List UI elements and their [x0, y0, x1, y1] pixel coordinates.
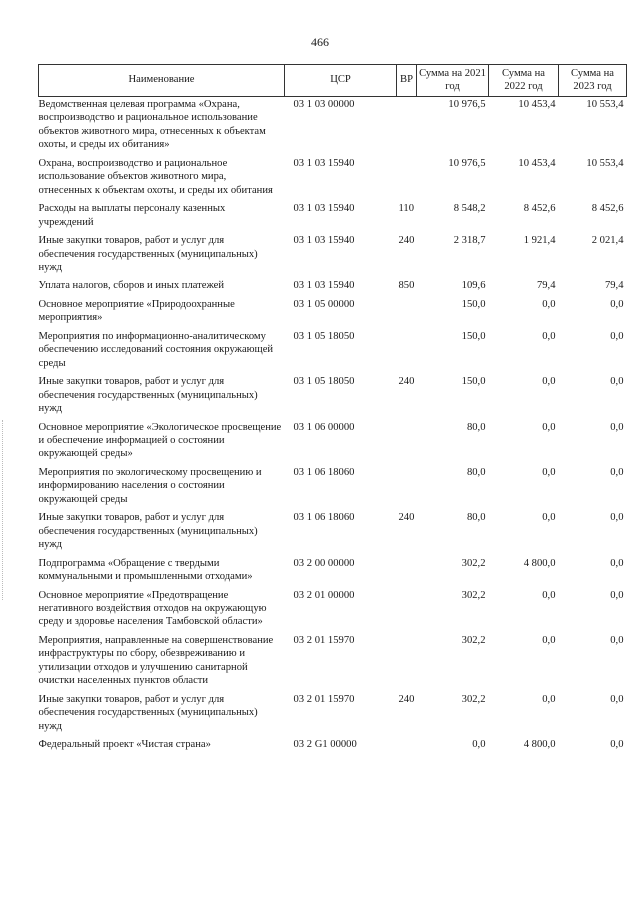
cell-vr: 240: [398, 512, 415, 524]
table-row: [39, 374, 627, 419]
cell-sum-2022: 79,4: [536, 280, 556, 292]
table-body: [39, 97, 627, 756]
cell-sum-2022: 4 800,0: [523, 557, 556, 569]
header-sum-2023: Сумма на 2023 год: [559, 65, 627, 97]
cell-sum-2021: 150,0: [461, 330, 486, 342]
cell-sum-2023: 10 553,4: [586, 157, 624, 169]
cell-sum-2023: 0,0: [610, 330, 624, 342]
cell-sum-2023: 0,0: [610, 739, 624, 751]
header-sum-2021: Сумма на 2021 год: [417, 65, 489, 97]
cell-sum-2023: 0,0: [610, 298, 624, 310]
cell-sum-2022: 4 800,0: [523, 739, 556, 751]
cell-name: Уплата налогов, сборов и иных платежей: [38, 280, 225, 292]
header-sum-2022: Сумма на 2022 год: [489, 65, 559, 97]
cell-csr: 03 1 06 00000: [293, 421, 355, 433]
cell-name: Подпрограмма «Обращение с твердыми коммунальными и промышленными отходами»: [38, 557, 253, 583]
budget-table: [38, 64, 627, 755]
cell-name: Иные закупки товаров, работ и услуг для обеспечения государственных (муниципальных) нужд: [38, 235, 258, 273]
cell-sum-2023: 0,0: [610, 512, 624, 524]
cell-vr: 110: [398, 203, 414, 215]
cell-sum-2023: 0,0: [610, 466, 624, 478]
cell-csr: 03 2 01 00000: [293, 589, 355, 601]
cell-name: Мероприятия по экологическому просвещению и информированию населения о состоянии окружающей среды: [38, 466, 262, 505]
cell-sum-2021: 0,0: [472, 739, 486, 751]
cell-sum-2023: 2 021,4: [591, 235, 624, 247]
cell-sum-2021: 80,0: [466, 421, 486, 433]
cell-sum-2022: 0,0: [542, 298, 556, 310]
cell-sum-2021: 302,2: [461, 693, 486, 705]
cell-sum-2023: 10 553,4: [586, 99, 624, 110]
header-vr: ВР: [397, 65, 417, 97]
cell-name: Расходы на выплаты персоналу казенных учреждений: [38, 203, 226, 228]
cell-sum-2023: 8 452,6: [591, 203, 624, 215]
cell-sum-2021: 80,0: [466, 512, 486, 524]
cell-vr: [397, 420, 417, 465]
cell-vr: 240: [398, 693, 415, 705]
cell-sum-2021: 80,0: [466, 466, 486, 478]
cell-sum-2022: 0,0: [542, 330, 556, 342]
cell-name: Мероприятия по информационно-аналитическому обеспечению исследований состояния окружающей среды: [38, 330, 274, 369]
cell-name: Иные закупки товаров, работ и услуг для обеспечения государственных (муниципальных) нужд: [38, 693, 258, 732]
table-row: [39, 737, 627, 755]
cell-sum-2021: 150,0: [461, 298, 486, 310]
cell-sum-2021: 302,2: [461, 634, 486, 646]
cell-csr: 03 2 01 15970: [293, 634, 355, 646]
cell-csr: 03 1 05 00000: [293, 298, 355, 310]
cell-vr: [397, 329, 417, 374]
cell-name: Ведомственная целевая программа «Охрана, воспроизводство и рациональное использование объектов животного мира, отнесенных к объектам охоты, и среды их обитания»: [38, 99, 266, 151]
cell-sum-2022: 0,0: [542, 512, 556, 524]
cell-sum-2021: 109,6: [461, 280, 486, 292]
cell-sum-2023: 0,0: [610, 557, 624, 569]
table-row: [39, 297, 627, 329]
cell-csr: 03 1 03 00000: [293, 99, 355, 110]
cell-sum-2022: 1 921,4: [523, 235, 556, 247]
cell-vr: 240: [398, 376, 415, 388]
table-row: [39, 633, 627, 692]
cell-csr: 03 1 05 18050: [293, 330, 355, 342]
cell-csr: 03 1 06 18060: [293, 466, 355, 478]
cell-sum-2021: 10 976,5: [448, 99, 486, 110]
cell-name: Федеральный проект «Чистая страна»: [38, 739, 211, 751]
cell-csr: 03 1 03 15940: [293, 235, 355, 247]
cell-name: Иные закупки товаров, работ и услуг для обеспечения государственных (муниципальных) нужд: [38, 376, 258, 415]
cell-name: Мероприятия, направленные на совершенствование инфраструктуры по сбору, обезвреживанию и утилизации отходов и улучшению санитарной очистки населенных пунктов области: [38, 634, 274, 687]
cell-vr: [397, 465, 417, 510]
cell-vr: [397, 556, 417, 588]
cell-sum-2022: 10 453,4: [518, 99, 556, 110]
cell-vr: 850: [398, 280, 415, 292]
cell-name: Основное мероприятие «Природоохранные мероприятия»: [38, 298, 235, 324]
header-csr: ЦСР: [285, 65, 397, 97]
table-row: [39, 329, 627, 374]
cell-sum-2021: 8 548,2: [453, 203, 486, 215]
table-row: [39, 510, 627, 555]
cell-vr: [397, 297, 417, 329]
cell-sum-2021: 302,2: [461, 589, 486, 601]
cell-name: Основное мероприятие «Предотвращение негативного воздействия отходов на окружающую среду и здоровье населения Тамбовской области»: [38, 589, 267, 628]
cell-sum-2022: 10 453,4: [518, 157, 556, 169]
cell-csr: 03 1 03 15940: [293, 203, 355, 215]
cell-vr: [397, 588, 417, 633]
cell-sum-2021: 302,2: [461, 557, 486, 569]
table-row: [39, 692, 627, 737]
cell-name: Иные закупки товаров, работ и услуг для обеспечения государственных (муниципальных) нужд: [38, 512, 258, 551]
cell-csr: 03 1 03 15940: [293, 157, 355, 169]
cell-vr: [397, 156, 417, 201]
table-row: [39, 278, 627, 296]
table-row: [39, 233, 627, 278]
cell-vr: 240: [398, 235, 415, 247]
cell-sum-2023: 79,4: [604, 280, 624, 292]
table-row: [39, 556, 627, 588]
cell-vr: [397, 633, 417, 692]
table-row: [39, 97, 627, 156]
table-row: [39, 588, 627, 633]
page-number: 466: [311, 35, 329, 49]
cell-sum-2022: 0,0: [542, 589, 556, 601]
cell-sum-2022: 0,0: [542, 466, 556, 478]
cell-sum-2022: 8 452,6: [523, 203, 556, 215]
cell-csr: 03 2 01 15970: [293, 693, 355, 705]
table-row: [39, 156, 627, 201]
cell-csr: 03 2 G1 00000: [293, 739, 357, 751]
cell-vr: [397, 737, 417, 755]
table-header: [39, 65, 627, 97]
header-name: Наименование: [39, 65, 285, 97]
table-row: [39, 201, 627, 233]
cell-sum-2023: 0,0: [610, 589, 624, 601]
cell-csr: 03 1 06 18060: [293, 512, 355, 524]
cell-sum-2021: 10 976,5: [448, 157, 486, 169]
cell-sum-2023: 0,0: [610, 376, 624, 388]
cell-sum-2021: 150,0: [461, 376, 486, 388]
cell-sum-2022: 0,0: [542, 634, 556, 646]
cell-csr: 03 1 05 18050: [293, 376, 355, 388]
cell-sum-2021: 2 318,7: [453, 235, 486, 247]
table-row: [39, 420, 627, 465]
cell-sum-2023: 0,0: [610, 421, 624, 433]
cell-sum-2023: 0,0: [610, 693, 624, 705]
table-row: [39, 465, 627, 510]
cell-csr: 03 1 03 15940: [293, 280, 355, 292]
cell-sum-2022: 0,0: [542, 693, 556, 705]
cell-vr: [397, 97, 417, 156]
cell-sum-2022: 0,0: [542, 376, 556, 388]
cell-name: Охрана, воспроизводство и рациональное использование объектов животного мира, отнесенных к объектам охоты, и среды их обитания: [38, 157, 273, 196]
cell-sum-2023: 0,0: [610, 634, 624, 646]
cell-sum-2022: 0,0: [542, 421, 556, 433]
scan-margin-mark: [2, 420, 5, 600]
cell-name: Основное мероприятие «Экологическое просвещение и обеспечение информацией о состоянии окружающей среды»: [38, 421, 282, 460]
cell-csr: 03 2 00 00000: [293, 557, 355, 569]
